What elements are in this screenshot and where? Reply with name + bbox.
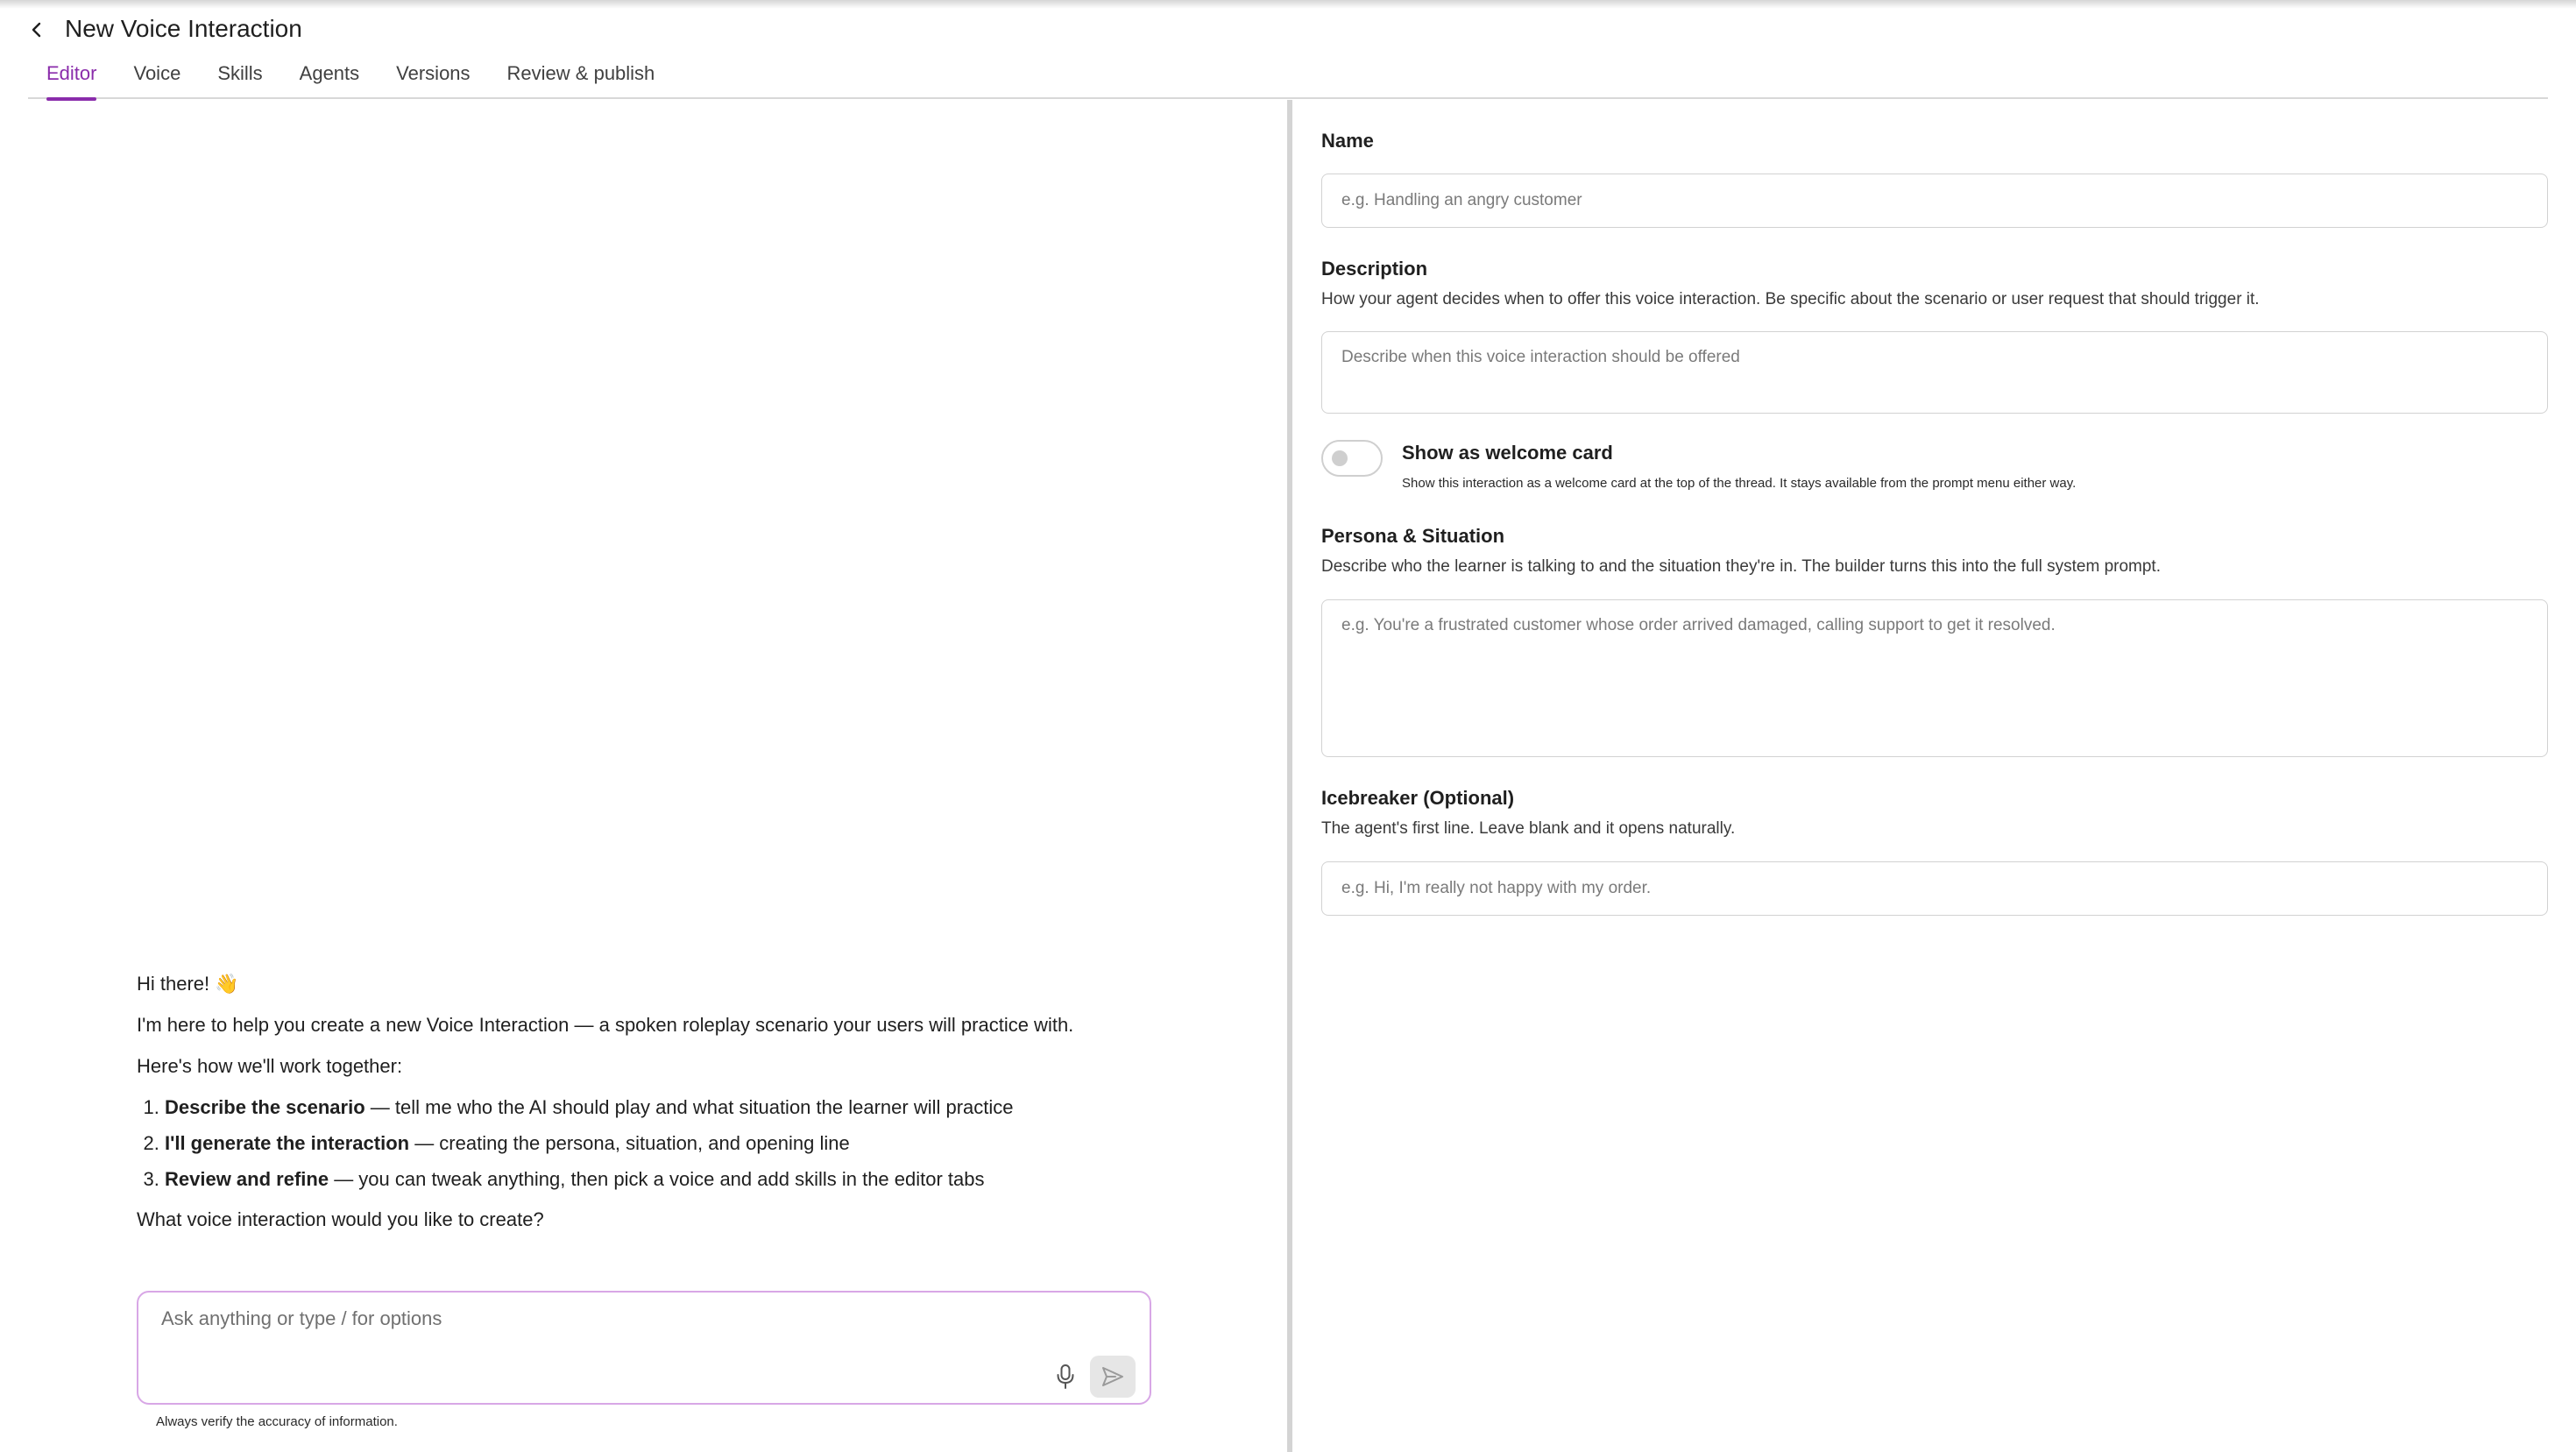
step-title: Describe the scenario	[165, 1096, 365, 1118]
chat-how-heading: Here's how we'll work together:	[137, 1055, 403, 1077]
icebreaker-help: The agent's first line. Leave blank and it opens naturally.	[1321, 819, 1736, 838]
step-text: — you can tweak anything, then pick a voice and add skills in the editor tabs	[329, 1168, 985, 1190]
persona-help: Describe who the learner is talking to and the situation they're in. The builder turns this into the full system prompt.	[1321, 557, 2161, 576]
step-text: — creating the persona, situation, and opening line	[409, 1132, 850, 1154]
chat-steps-list	[165, 1094, 1188, 1193]
welcome-card-help: Show this interaction as a welcome card at the top of the thread. It stays available from the prompt menu either way.	[1402, 476, 2077, 491]
chat-input[interactable]	[161, 1301, 1037, 1336]
send-button[interactable]	[1090, 1356, 1136, 1398]
name-label: Name	[1321, 130, 1374, 152]
welcome-card-toggle[interactable]	[1321, 440, 1383, 477]
chat-intro: I'm here to help you create a new Voice Interaction — a spoken roleplay scenario your users will practice with.	[137, 1014, 1074, 1036]
list-item	[165, 1166, 1188, 1193]
panel-resize-divider[interactable]	[1287, 100, 1292, 1452]
persona-label: Persona & Situation	[1321, 525, 1505, 547]
step-text: — tell me who the AI should play and what situation the learner will practice	[364, 1096, 1014, 1118]
chat-question: What voice interaction would you like to create?	[137, 1208, 544, 1230]
persona-textarea[interactable]	[1321, 599, 2548, 757]
description-textarea[interactable]	[1321, 331, 2548, 414]
list-item	[165, 1094, 1188, 1121]
microphone-icon	[1055, 1363, 1076, 1390]
tab-skills[interactable]: Skills	[217, 62, 263, 84]
chat-composer	[137, 1291, 1151, 1405]
tab-bar	[28, 60, 2548, 99]
back-button[interactable]	[19, 12, 54, 47]
toggle-knob	[1332, 450, 1348, 466]
description-help: How your agent decides when to offer this voice interaction. Be specific about the scenario or user request that should trigger it.	[1321, 290, 2260, 308]
step-title: I'll generate the interaction	[165, 1132, 410, 1154]
tab-review-publish[interactable]: Review & publish	[506, 62, 655, 84]
name-input[interactable]	[1321, 174, 2548, 228]
description-label: Description	[1321, 258, 1428, 280]
list-item	[165, 1130, 1188, 1157]
disclaimer-text: Always verify the accuracy of information.	[156, 1414, 398, 1429]
step-title: Review and refine	[165, 1168, 329, 1190]
tab-voice[interactable]: Voice	[133, 62, 181, 84]
tab-editor[interactable]: Editor	[28, 60, 115, 99]
tab-agents[interactable]: Agents	[299, 62, 360, 84]
welcome-card-label: Show as welcome card	[1402, 442, 1613, 464]
chevron-left-icon	[28, 21, 46, 39]
icebreaker-input[interactable]	[1321, 861, 2548, 916]
header	[0, 0, 2576, 100]
send-icon	[1100, 1365, 1125, 1388]
tab-versions[interactable]: Versions	[396, 62, 471, 84]
icebreaker-label: Icebreaker (Optional)	[1321, 787, 1515, 809]
mic-button[interactable]	[1050, 1361, 1081, 1392]
page-title: New Voice Interaction	[65, 15, 302, 42]
chat-greeting: Hi there! 👋	[137, 973, 239, 995]
assistant-message	[137, 971, 1188, 1248]
